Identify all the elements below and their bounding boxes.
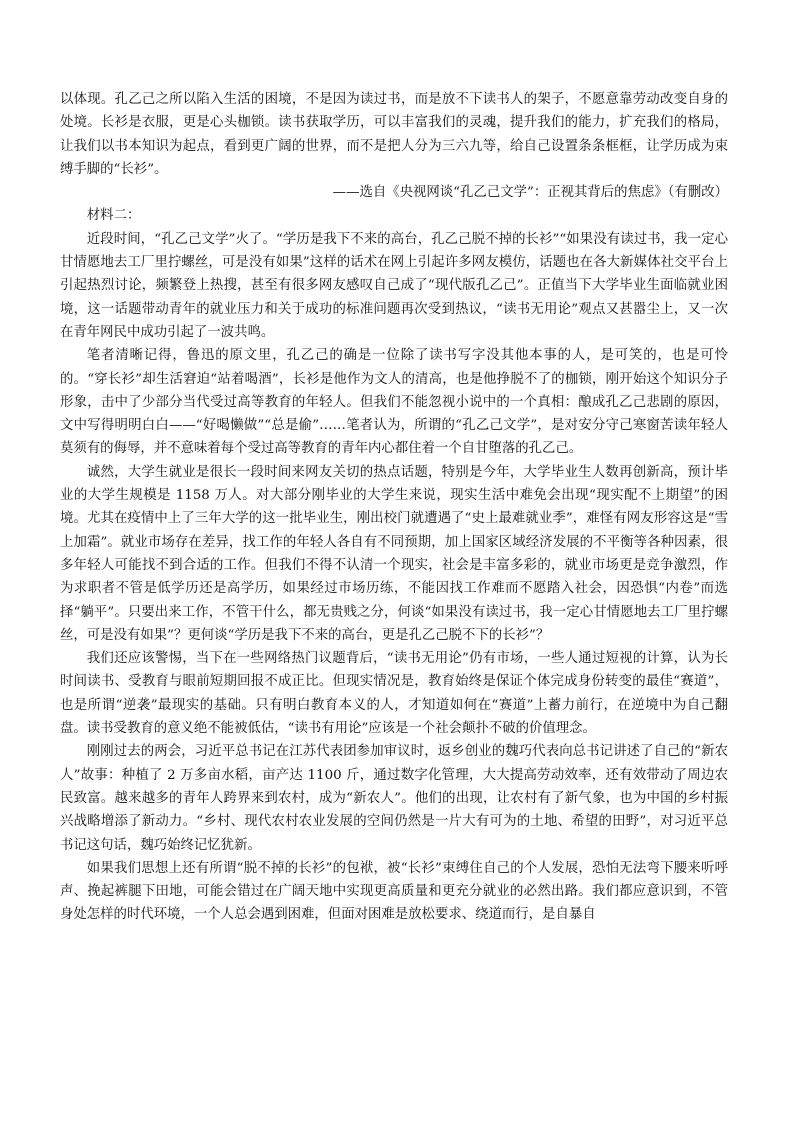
source-citation: ——选自《央视网谈“孔乙己文学”：正视其背后的焦虑》（有删改） [332, 185, 728, 201]
document-page [60, 88, 728, 927]
paragraph-2: 笔者清晰记得，鲁迅的原文里，孔乙己的确是一位除了读书写字没其他本事的人，是可笑的，也是可怜的。“穿长衫”却生活窘迫“站着喝酒”，长衫是他作为文人的清高，也是他挣脱不了的枷锁，刚开始这个知识分子形象，击中了少部分当代受过高等教育的年轻人。但我们不能忽视小说中的一个真相：酿成孔乙己悲剧的原因，文中写得明明白白——“好喝懒做”“总是偷”……笔者认为，所谓的“孔乙己文学”，是对安分守己寒窗苦读年轻人莫须有的侮辱，并不意味着每个受过高等教育的青年内心都住着一个自甘堕落的孔乙己。 [60, 348, 728, 457]
paragraph-5: 刚刚过去的两会，习近平总书记在江苏代表团参加审议时，返乡创业的魏巧代表向总书记讲述了自己的“新农人”故事：种植了 2 万多亩水稻，亩产达 1100 斤，通过数字化管理，大大提高劳动效率，还有效带动了周边农民致富。越来越多的青年人跨界来到农村，成为“新农人”。他们的出现，让农村有了新气象，也为中国的乡村振兴战略增添了新动力。“乡村、现代农村农业发展的空间仍然是一片大有可为的土地、希望的田野”，对习近平总书记这句话，魏巧始终记忆犹新。 [60, 744, 728, 853]
paragraph-3: 诚然，大学生就业是很长一段时间来网友关切的热点话题，特别是今年，大学毕业生人数再创新高，预计毕业的大学生规模是 1158 万人。对大部分刚毕业的大学生来说，现实生活中难免会出现“现实配不上期望”的困境。尤其在疫情中上了三年大学的这一批毕业生，刚出校门就遭遇了“史上最难就业季”，难怪有网友形容这是“雪上加霜”。就业市场存在差异，找工作的年轻人各自有不同预期，加上国家区域经济发展的不平衡等各种因素，很多年轻人可能找不到合适的工作。但我们不得不认清一个现实，社会是丰富多彩的，就业市场更是竞争激烈，作为求职者不管是低学历还是高学历，如果经过市场历练，不能因找工作难而不愿踏入社会，因恐惧“内卷”而选择“躺平”。只要出来工作，不管干什么，都无贵贱之分，何谈“如果没有读过书，我一定心甘情愿地去工厂里拧螺丝，可是没有如果”？更何谈“学历是我下不来的高台，更是孔乙己脱不下的长衫”？ [60, 464, 728, 643]
paragraph-4: 我们还应该警惕，当下在一些网络热门议题背后，“读书无用论”仍有市场，一些人通过短视的计算，认为长时间读书、受教育与眼前短期回报不成正比。但现实情况是，教育始终是保证个体完成身份转变的最佳“赛道”，也是所谓“逆袭”最现实的基础。只有明白教育本义的人，才知道如何在“赛道”上蓄力前行，在逆境中为自己翻盘。读书受教育的意义绝不能被低估，“读书有用论”应该是一个社会颠扑不破的价值理念。 [60, 651, 728, 737]
section-heading: 材料二： [86, 208, 141, 224]
paragraph-continuation: 以体现。孔乙己之所以陷入生活的困境，不是因为读过书，而是放不下读书人的架子，不愿意靠劳动改变自身的处境。长衫是衣服，更是心头枷锁。读书获取学历，可以丰富我们的灵魂，提升我们的能力，扩充我们的格局，让我们以书本知识为起点，看到更广阔的世界，而不是把人分为三六九等，给自己设置条条框框，让学历成为束缚手脚的“长衫”。 [60, 92, 728, 177]
paragraph-6: 如果我们思想上还有所谓“脱不掉的长衫”的包袱，被“长衫”束缚住自己的个人发展，恐怕无法弯下腰来听呼声、挽起裤腿下田地，可能会错过在广阔天地中实现更高质量和更充分就业的必然出路。我们都应意识到，不管身处怎样的时代环境，一个人总会遇到困难，但面对困难是放松要求、绕道而行，是自暴自 [60, 860, 728, 923]
paragraph-1: 近段时间，“孔乙己文学”火了。“学历是我下不来的高台，孔乙己脱不掉的长衫”“如果没有读过书，我一定心甘情愿地去工厂里拧螺丝，可是没有如果”这样的话术在网上引起许多网友模仿，话题也在各大新媒体社交平台上引起热烈讨论，频繁登上热搜，甚至有很多网友感叹自己成了“现代版孔乙己”。正值当下大学毕业生面临就业困境，这一话题带动青年的就业压力和关于成功的标准问题再次受到热议，“读书无用论”观点又甚嚣尘上，又一次在青年网民中成功引起了一波共鸣。 [60, 231, 728, 340]
